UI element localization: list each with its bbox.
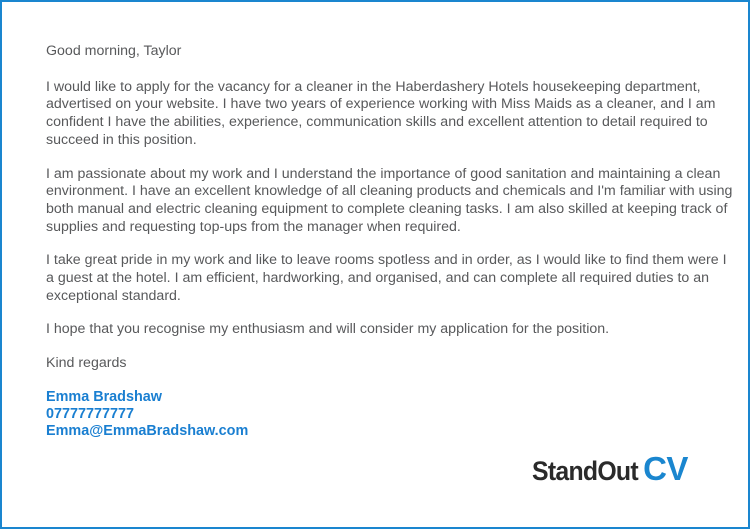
signature-phone: 07777777777 (46, 405, 135, 422)
signoff: Kind regards (46, 355, 127, 372)
paragraph-pride: I take great pride in my work and like to leave rooms spotless and in order, as I would like to find them were I a guest at the hotel. I am efficient, hardworking, and organised, and can complete all required duties to an exceptional standard. (46, 252, 727, 304)
standout-cv-logo (532, 450, 688, 490)
greeting: Good morning, Taylor (46, 43, 182, 59)
paragraph-closing: I hope that you recognise my enthusiasm and will consider my application for the position. (46, 321, 610, 338)
logo-cv: CV (643, 450, 688, 487)
paragraph-application: I would like to apply for the vacancy for a cleaner in the Haberdashery Hotels housekeeping department, advertised on your website. I have two years of experience working with Miss Maids as a cleaner, and I am confident I have the abilities, experience, communication skills and excellent attention to detail required to succeed in this position. (46, 78, 716, 148)
signature-email: Emma@EmmaBradshaw.com (46, 422, 249, 439)
signature-block (46, 389, 736, 440)
paragraph-passion: I am passionate about my work and I understand the importance of good sanitation and maintaining a clean environment. I have an excellent knowledge of all cleaning products and chemicals and I'm familiar with using both manual and electric cleaning equipment to complete cleaning tasks. I am also skilled at keeping track of supplies and requesting top-ups from the manager when required. (46, 165, 733, 235)
logo-wordmark: StandOut (532, 456, 638, 486)
letter-body (46, 43, 736, 440)
signature-name: Emma Bradshaw (46, 388, 162, 405)
